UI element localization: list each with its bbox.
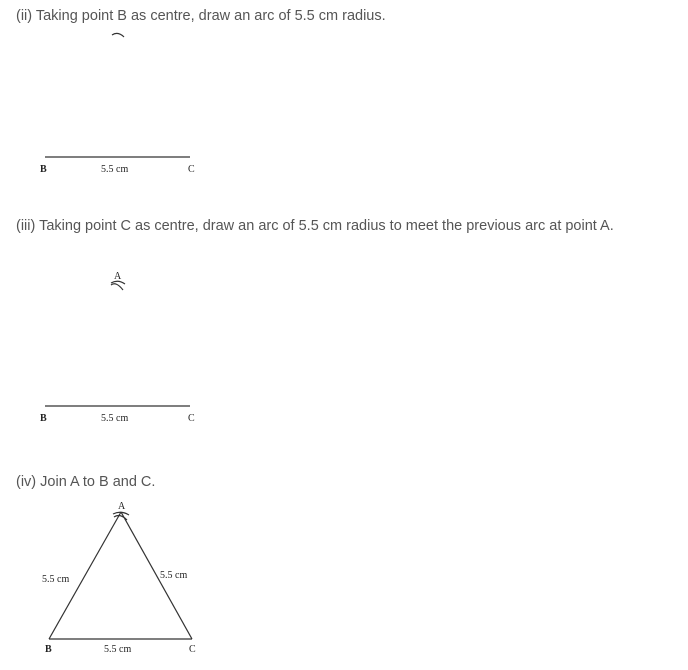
segment-ac [121, 512, 192, 639]
step-iii-text: (iii) Taking point C as centre, draw an arc of 5.5 cm radius to meet the previous arc at point A. [16, 218, 614, 234]
arc-from-c [111, 284, 123, 290]
label-c: C [188, 164, 195, 175]
arc-from-b [111, 281, 125, 284]
label-a: A [114, 271, 122, 282]
label-a: A [118, 501, 126, 512]
label-b: B [40, 164, 47, 175]
segment-ab [49, 512, 121, 639]
step-ii-text: (ii) Taking point B as centre, draw an arc of 5.5 cm radius. [16, 8, 386, 24]
arc-from-b [112, 33, 124, 37]
label-bc-length: 5.5 cm [104, 644, 132, 655]
label-bc-length: 5.5 cm [101, 164, 129, 175]
step-iv-text: (iv) Join A to B and C. [16, 474, 156, 490]
label-b: B [45, 644, 52, 655]
label-ab-length: 5.5 cm [42, 574, 70, 585]
label-c: C [189, 644, 196, 655]
label-bc-length: 5.5 cm [101, 413, 129, 424]
label-ac-length: 5.5 cm [160, 570, 188, 581]
arc-from-b [113, 512, 129, 515]
label-c: C [188, 413, 195, 424]
label-b: B [40, 413, 47, 424]
arc-from-c [114, 516, 127, 520]
